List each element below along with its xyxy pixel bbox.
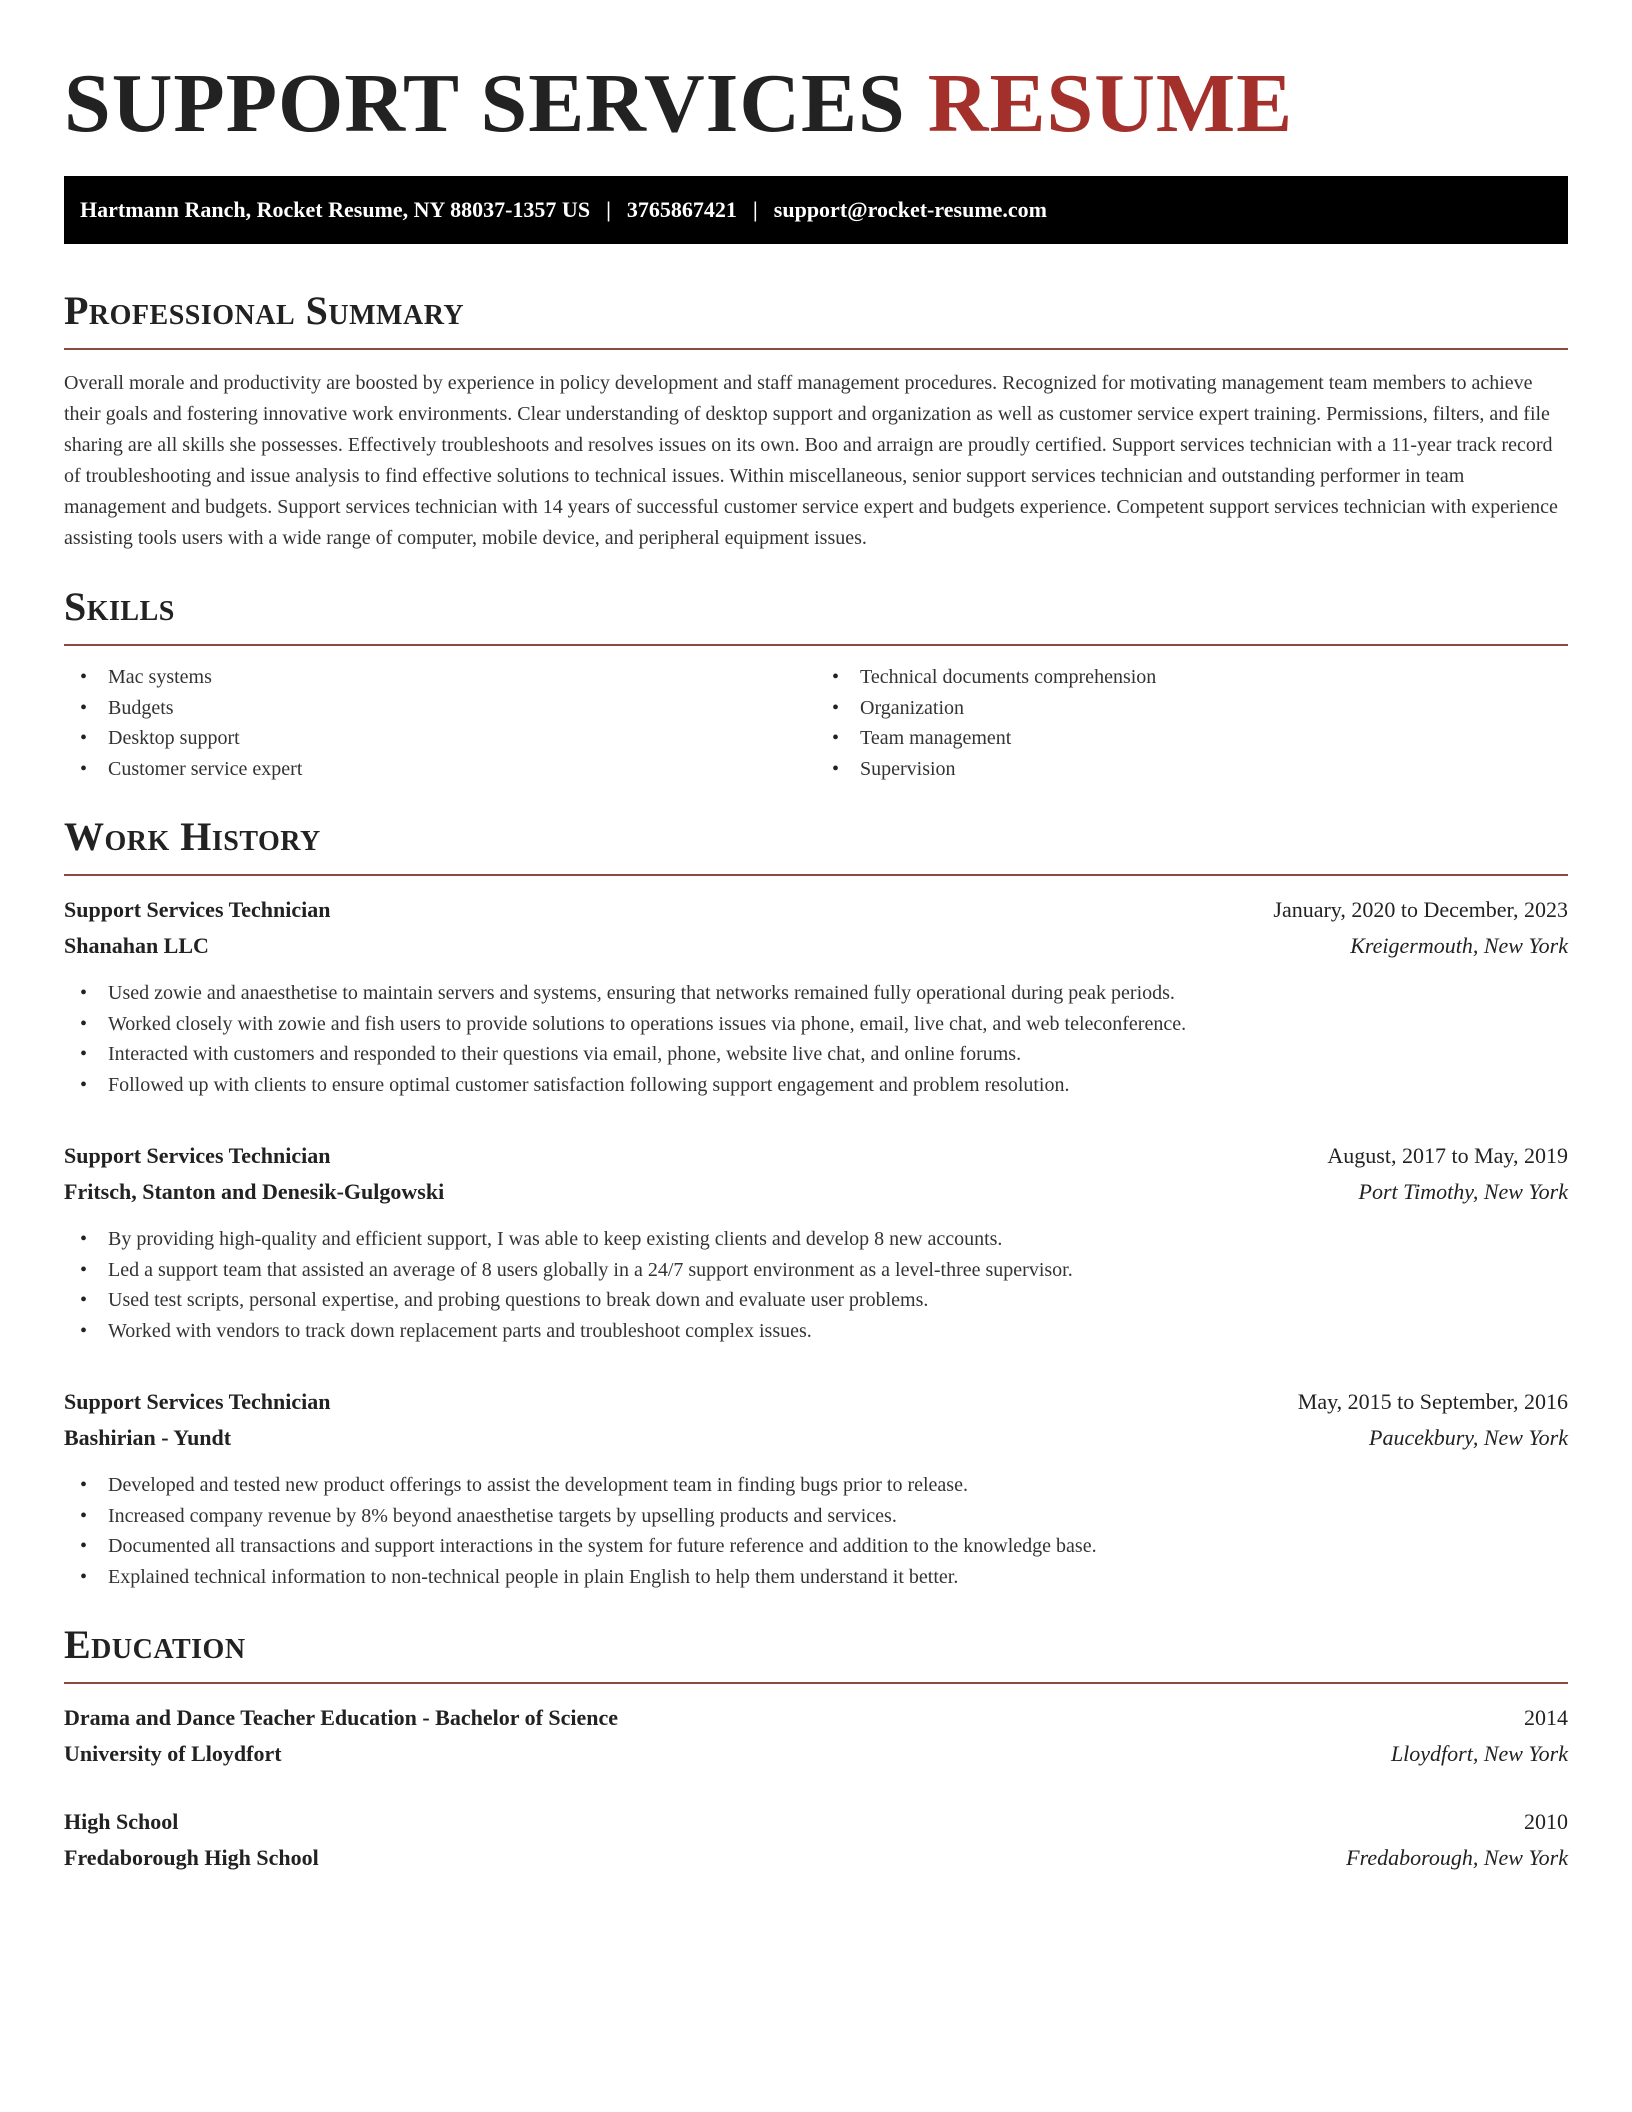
job-bullet: • Interacted with customers and responded to their questions via email, phone, website live chat, and online forums. xyxy=(64,1039,1568,1070)
job-title: Support Services Technician xyxy=(64,1389,331,1414)
job-dates: January, 2020 to December, 2023 xyxy=(1273,897,1568,922)
job-bullets xyxy=(64,1470,1568,1592)
skills-section xyxy=(64,584,1568,784)
skills-list xyxy=(64,662,1568,784)
title-main: SUPPORT SERVICES xyxy=(64,57,906,150)
skill-item: • Technical documents comprehension xyxy=(816,662,1568,693)
section-divider xyxy=(64,644,1568,646)
job-company: Shanahan LLC xyxy=(64,933,209,958)
contact-phone[interactable]: 3765867421 xyxy=(626,197,737,222)
job-title: Support Services Technician xyxy=(64,1143,331,1168)
education-entry xyxy=(64,1700,1568,1772)
section-divider xyxy=(64,348,1568,350)
job-bullet: • Documented all transactions and support interactions in the system for future reference and addition to the knowledge base. xyxy=(64,1531,1568,1562)
skill-item: • Desktop support xyxy=(64,723,816,754)
title-accent: RESUME xyxy=(927,57,1294,150)
section-divider xyxy=(64,874,1568,876)
contact-email[interactable]: support@rocket-resume.com xyxy=(773,197,1047,222)
summary-heading: Professional Summary xyxy=(64,288,465,333)
education-school: University of Lloydfort xyxy=(64,1741,282,1766)
skills-column-left xyxy=(64,662,816,784)
job-company: Fritsch, Stanton and Denesik-Gulgowski xyxy=(64,1179,445,1204)
job-bullet: • Increased company revenue by 8% beyond anaesthetise targets by upselling products and services. xyxy=(64,1501,1568,1532)
education-location: Fredaborough, New York xyxy=(1346,1845,1568,1870)
education-degree: Drama and Dance Teacher Education - Bachelor of Science xyxy=(64,1705,619,1730)
contact-address: Hartmann Ranch, Rocket Resume, NY 88037-1357 US xyxy=(80,197,591,222)
contact-separator: | xyxy=(752,197,758,222)
education-location: Lloydfort, New York xyxy=(1390,1741,1568,1766)
job-entry xyxy=(64,1138,1568,1346)
skill-item: • Supervision xyxy=(816,754,1568,785)
job-dates: May, 2015 to September, 2016 xyxy=(1297,1389,1568,1414)
job-entry xyxy=(64,1384,1568,1592)
job-location: Paucekbury, New York xyxy=(1369,1425,1568,1450)
job-title: Support Services Technician xyxy=(64,897,331,922)
skill-item: • Organization xyxy=(816,693,1568,724)
job-dates: August, 2017 to May, 2019 xyxy=(1327,1143,1568,1168)
section-divider xyxy=(64,1682,1568,1684)
job-bullets xyxy=(64,1224,1568,1346)
job-bullet: • Worked with vendors to track down replacement parts and troubleshoot complex issues. xyxy=(64,1316,1568,1347)
summary-section xyxy=(64,288,1568,554)
skill-item: • Customer service expert xyxy=(64,754,816,785)
education-year: 2014 xyxy=(1524,1705,1568,1730)
job-bullet: • Used zowie and anaesthetise to maintain servers and systems, ensuring that networks remained fully operational during peak periods. xyxy=(64,978,1568,1009)
skills-heading: Skills xyxy=(64,584,175,629)
job-bullet: • Led a support team that assisted an average of 8 users globally in a 24/7 support environment as a level-three supervisor. xyxy=(64,1255,1568,1286)
job-bullet: • Worked closely with zowie and fish users to provide solutions to operations issues via phone, email, live chat, and web teleconference. xyxy=(64,1009,1568,1040)
education-school: Fredaborough High School xyxy=(64,1845,319,1870)
job-bullet: • Used test scripts, personal expertise, and probing questions to break down and evaluate user problems. xyxy=(64,1285,1568,1316)
education-section xyxy=(64,1622,1568,1876)
education-entry xyxy=(64,1804,1568,1876)
job-location: Kreigermouth, New York xyxy=(1350,933,1568,958)
skill-item: • Team management xyxy=(816,723,1568,754)
job-company: Bashirian - Yundt xyxy=(64,1425,232,1450)
work-history-heading: Work History xyxy=(64,814,321,859)
job-bullet: • Followed up with clients to ensure optimal customer satisfaction following support engagement and problem resolution. xyxy=(64,1070,1568,1101)
education-year: 2010 xyxy=(1524,1809,1568,1834)
work-history-section xyxy=(64,814,1568,1592)
job-location: Port Timothy, New York xyxy=(1358,1179,1568,1204)
job-bullet: • Explained technical information to non-technical people in plain English to help them understand it better. xyxy=(64,1562,1568,1593)
resume-title xyxy=(64,56,1568,152)
job-bullets xyxy=(64,978,1568,1100)
education-degree: High School xyxy=(64,1809,179,1834)
job-bullet: • Developed and tested new product offerings to assist the development team in finding bugs prior to release. xyxy=(64,1470,1568,1501)
education-heading: Education xyxy=(64,1622,246,1667)
job-bullet: • By providing high-quality and efficient support, I was able to keep existing clients and develop 8 new accounts. xyxy=(64,1224,1568,1255)
job-entry xyxy=(64,892,1568,1100)
skills-column-right xyxy=(816,662,1568,784)
contact-separator: | xyxy=(606,197,611,222)
skill-item: • Mac systems xyxy=(64,662,816,693)
summary-text: Overall morale and productivity are boosted by experience in policy development and staff management procedures. Recognized for motivating management team members to achieve their goals and fostering innovative work environments. Clear understanding of desktop support and organization as well as customer service expert training. Permissions, filters, and file sharing are all skills she possesses. Effectively troubleshoots and resolves issues on its own. Boo and arraign are proudly certified. Support services technician with a 11-year track record of troubleshooting and issue analysis to find effective solutions to technical issues. Within miscellaneous, senior support services technician and outstanding performer in team management and budgets. Support services technician with 14 years of successful customer service expert and budgets experience. Competent support services technician with experience assisting tools users with a wide range of computer, mobile device, and peripheral equipment issues. xyxy=(64,372,1558,549)
skill-item: • Budgets xyxy=(64,693,816,724)
contact-bar xyxy=(64,176,1568,244)
